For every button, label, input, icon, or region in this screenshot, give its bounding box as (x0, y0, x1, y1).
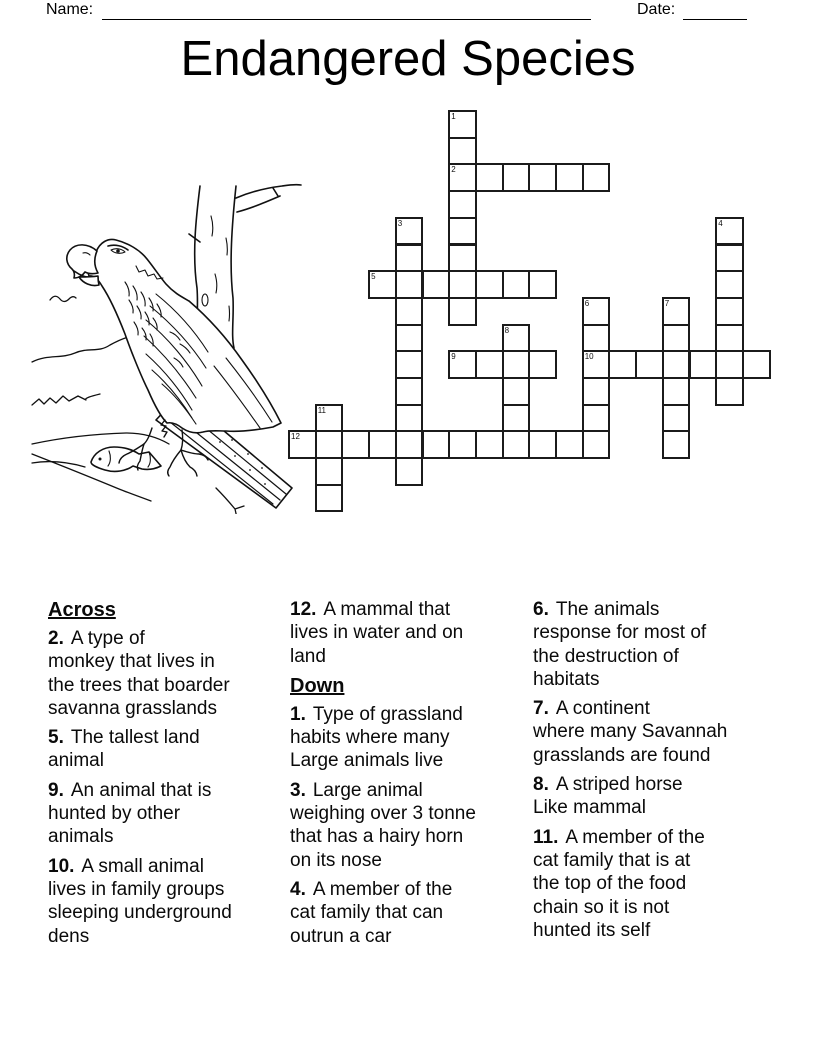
clue-number: 1. (290, 703, 306, 725)
crossword-cell[interactable] (715, 244, 744, 273)
crossword-cell[interactable] (395, 457, 424, 486)
crossword-cell[interactable] (528, 163, 557, 192)
clue-text-line: monkey that lives in (48, 651, 215, 673)
clue-text-line: 3. Large animal (290, 779, 423, 801)
clue-down-3 (290, 779, 526, 872)
crossword-cell[interactable] (582, 430, 611, 459)
clue-text-line: hunted by other (48, 803, 181, 825)
clue-column-2 (290, 598, 526, 954)
crossword-cell[interactable] (395, 430, 424, 459)
crossword-cell[interactable] (448, 350, 477, 379)
crossword-cell[interactable] (555, 163, 584, 192)
crossword-cell[interactable] (448, 430, 477, 459)
clue-text-line: weighing over 3 tonne (290, 803, 476, 825)
clue-text-line: land (290, 645, 326, 667)
crossword-cell[interactable] (475, 163, 504, 192)
crossword-cell[interactable] (448, 110, 477, 139)
crossword-grid (288, 110, 771, 512)
crossword-cell[interactable] (288, 430, 317, 459)
clue-text-line: that has a hairy horn (290, 826, 464, 848)
clue-number: 12. (290, 599, 317, 620)
eagle-body (67, 240, 281, 433)
date-label: Date: (637, 1, 676, 18)
cell-number: 8 (504, 325, 510, 335)
crossword-cell[interactable] (528, 270, 557, 299)
clue-down-4 (290, 878, 526, 948)
crossword-cell[interactable] (395, 217, 424, 246)
page-title: Endangered Species (180, 32, 636, 86)
cell-number: 9 (451, 352, 456, 362)
clue-number: 5. (48, 727, 64, 749)
crossword-cell[interactable] (742, 350, 771, 379)
clue-text-line: where many Savannah (533, 721, 728, 743)
clue-text-line: 7. A continent (533, 698, 650, 720)
down-heading: Down (290, 674, 345, 697)
crossword-cell[interactable] (315, 484, 344, 513)
clue-text-line: the trees that boarder (48, 674, 230, 696)
crossword-cell[interactable] (395, 324, 424, 353)
clue-column-1 (48, 598, 288, 954)
crossword-cell[interactable] (502, 430, 531, 459)
clue-number: 9. (48, 779, 64, 801)
crossword-cell[interactable] (715, 350, 744, 379)
clue-text-line: savanna grasslands (48, 697, 217, 719)
crossword-cell[interactable] (582, 297, 611, 326)
clue-across-9 (48, 779, 288, 849)
clue-number: 7. (533, 698, 549, 720)
name-label: Name: (46, 1, 94, 18)
clue-text-line: animals (48, 826, 114, 848)
crossword-cell[interactable] (395, 270, 424, 299)
crossword-cell[interactable] (475, 350, 504, 379)
crossword-cell[interactable] (662, 377, 691, 406)
crossword-cell[interactable] (448, 137, 477, 166)
crossword-cell[interactable] (715, 270, 744, 299)
name-blank-line[interactable] (102, 3, 591, 20)
crossword-cell[interactable] (502, 404, 531, 433)
crossword-cell[interactable] (422, 270, 451, 299)
cell-number: 10 (584, 352, 594, 362)
clue-across-5 (48, 726, 288, 773)
clue-text-line: habits where many (290, 727, 450, 749)
cell-number: 2 (451, 165, 456, 175)
clue-text-line: cat family that can (290, 902, 444, 924)
crossword-cell[interactable] (582, 163, 611, 192)
clue-text-line: chain so it is not (533, 896, 670, 918)
clue-text-line: Large animals live (290, 750, 444, 772)
clue-text-line: on its nose (290, 849, 382, 871)
crossword-cell[interactable] (715, 217, 744, 246)
crossword-cell[interactable] (315, 430, 344, 459)
crossword-cell[interactable] (582, 404, 611, 433)
crossword-cell[interactable] (448, 270, 477, 299)
crossword-cell[interactable] (395, 404, 424, 433)
crossword-cell[interactable] (448, 297, 477, 326)
crossword-cell[interactable] (715, 324, 744, 353)
crossword-cell[interactable] (475, 430, 504, 459)
crossword-cell[interactable] (662, 324, 691, 353)
crossword-cell[interactable] (475, 270, 504, 299)
clue-number: 6. (533, 599, 549, 620)
clue-text-line: animal (48, 750, 104, 772)
clue-text-line: outrun a car (290, 925, 392, 947)
cell-number: 5 (371, 272, 376, 282)
clue-column-3 (533, 598, 773, 948)
clue-text-line: the destruction of (533, 645, 679, 667)
crossword-cell[interactable] (528, 430, 557, 459)
crossword-cell[interactable] (528, 350, 557, 379)
clue-number: 3. (290, 779, 306, 801)
clue-number: 10. (48, 855, 75, 877)
crossword-cell[interactable] (502, 377, 531, 406)
cell-number: 3 (397, 218, 403, 228)
clue-number: 11. (533, 826, 559, 848)
clue-text-line: response for most of (533, 622, 707, 644)
crossword-cell[interactable] (662, 297, 691, 326)
cell-number: 11 (317, 405, 326, 415)
crossword-cell[interactable] (448, 217, 477, 246)
clue-text-line: lives in family groups (48, 878, 225, 900)
crossword-cell[interactable] (448, 244, 477, 273)
crossword-cell[interactable] (715, 297, 744, 326)
clue-text-line: 11. A member of the (533, 826, 705, 848)
clue-across-10 (48, 855, 288, 948)
crossword-cell[interactable] (368, 270, 397, 299)
crossword-cell[interactable] (422, 430, 451, 459)
crossword-cell[interactable] (315, 404, 344, 433)
clue-text-line: cat family that is at (533, 849, 691, 871)
clue-down-8 (533, 773, 773, 820)
clue-down-1 (290, 703, 526, 773)
clue-text-line: sleeping underground (48, 902, 232, 924)
crossword-cell[interactable] (608, 350, 637, 379)
clue-text-line: lives in water and on (290, 622, 464, 644)
cell-number: 12 (291, 432, 300, 442)
clue-text-line: grasslands are found (533, 744, 711, 766)
clue-text-line: 10. A small animal (48, 855, 204, 877)
clue-text-line: 6. The animals (533, 599, 660, 620)
crossword-cell[interactable] (662, 404, 691, 433)
crossword-cell[interactable] (582, 377, 611, 406)
clue-text-line: 4. A member of the (290, 878, 453, 900)
clue-across-12 (290, 598, 526, 668)
crossword-cell[interactable] (502, 350, 531, 379)
crossword-cell[interactable] (715, 377, 744, 406)
crossword-cell[interactable] (502, 270, 531, 299)
clue-number: 2. (48, 628, 64, 649)
clue-text-line: 9. An animal that is (48, 779, 212, 801)
clue-down-7 (533, 697, 773, 767)
clue-text-line: the top of the food (533, 873, 687, 895)
crossword-cell[interactable] (662, 430, 691, 459)
crossword-cell[interactable] (341, 430, 370, 459)
clue-text-line: 8. A striped horse (533, 774, 683, 796)
crossword-cell[interactable] (315, 457, 344, 486)
clue-number: 8. (533, 774, 549, 796)
clue-text-line: habitats (533, 668, 600, 690)
clue-text-line: dens (48, 925, 90, 947)
fish-icon (91, 447, 161, 471)
clue-down-6 (533, 598, 773, 691)
clue-text-line: 2. A type of (48, 628, 145, 649)
clue-text-line: Like mammal (533, 797, 646, 819)
crossword-cell[interactable] (395, 350, 424, 379)
crossword-cell[interactable] (395, 377, 424, 406)
clue-text-line: 1. Type of grassland (290, 703, 463, 725)
cell-number: 1 (451, 112, 456, 121)
crossword-cell[interactable] (448, 163, 477, 192)
crossword-cell[interactable] (555, 430, 584, 459)
crossword-cell[interactable] (689, 350, 718, 379)
clue-text-line: hunted its self (533, 919, 651, 941)
crossword-cell[interactable] (395, 297, 424, 326)
crossword-cell[interactable] (395, 244, 424, 273)
crossword-cell[interactable] (368, 430, 397, 459)
across-heading: Across (48, 599, 116, 621)
crossword-cell[interactable] (662, 350, 691, 379)
clue-number: 4. (290, 878, 306, 900)
cell-number: 4 (718, 218, 723, 228)
crossword-cell[interactable] (635, 350, 664, 379)
crossword-cell[interactable] (502, 324, 531, 353)
clue-across-2 (48, 627, 288, 720)
crossword-cell[interactable] (582, 350, 611, 379)
crossword-cell[interactable] (502, 163, 531, 192)
crossword-cell[interactable] (448, 190, 477, 219)
date-blank-line[interactable] (683, 3, 747, 20)
cell-number: 6 (584, 298, 590, 308)
bald-eagle-illustration (30, 182, 305, 514)
clue-text-line: 12. A mammal that (290, 599, 451, 620)
cell-number: 7 (664, 298, 670, 308)
clue-text-line: 5. The tallest land (48, 727, 200, 749)
clue-down-11 (533, 826, 773, 942)
crossword-cell[interactable] (582, 324, 611, 353)
